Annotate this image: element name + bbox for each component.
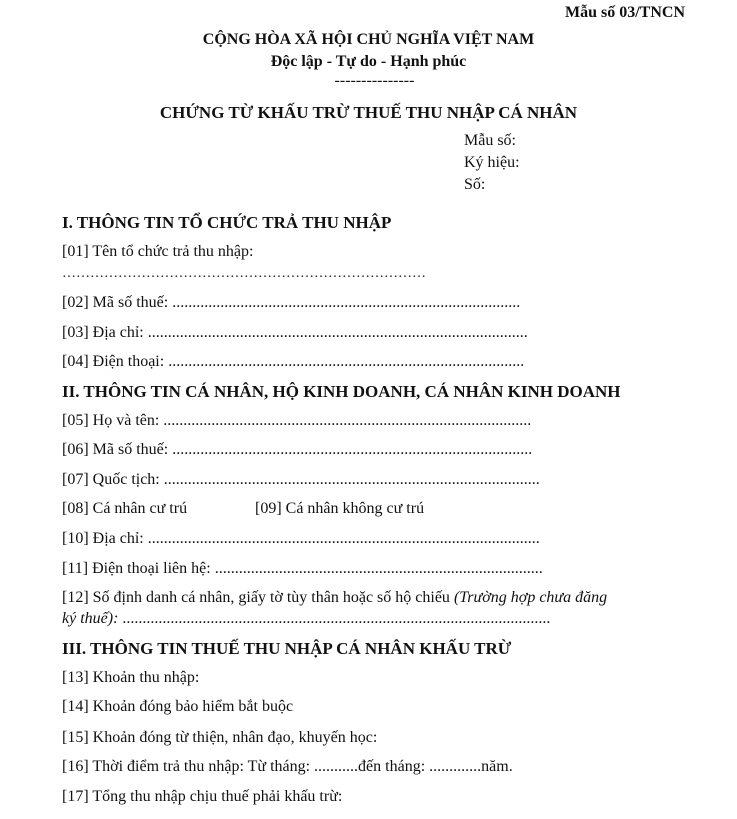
field-01: [01] Tên tổ chức trả thu nhập: — [62, 243, 254, 260]
field-12-label: [12] Số định danh cá nhân, giấy tờ tùy thân hoặc số hộ chiếu — [62, 589, 454, 606]
symbol-label: Ký hiệu: — [464, 154, 520, 171]
field-06: [06] Mã số thuế: .......................................................................................... — [62, 441, 533, 458]
field-12-line-1 — [62, 589, 607, 607]
field-13: [13] Khoản thu nhập: — [62, 669, 200, 686]
field-12-line-2 — [62, 610, 550, 628]
field-10: [10] Địa chỉ: .................................................................................................. — [62, 530, 540, 547]
field-12-note-cont: ký thuế): — [62, 610, 119, 627]
field-03: [03] Địa chỉ: ............................................................................................... — [62, 324, 528, 341]
field-04: [04] Điện thoại: ......................................................................................... — [62, 353, 525, 370]
field-11: [11] Điện thoại liên hệ: .................................................................................. — [62, 560, 543, 577]
field-17: [17] Tổng thu nhập chịu thuế phải khấu trừ: — [62, 788, 343, 805]
field-15: [15] Khoản đóng từ thiện, nhân đạo, khuyến học: — [62, 729, 378, 746]
field-16: [16] Thời điểm trả thu nhập: Từ tháng: ...........đến tháng: .............năm. — [62, 758, 513, 775]
section-2-title: II. THÔNG TIN CÁ NHÂN, HỘ KINH DOANH, CÁ NHÂN KINH DOANH — [62, 382, 621, 401]
field-12-dots: ........................................................................................................... — [118, 610, 551, 627]
motto: Độc lập - Tự do - Hạnh phúc — [270, 53, 467, 70]
field-07: [07] Quốc tịch: .............................................................................................. — [62, 471, 540, 488]
field-14: [14] Khoản đóng bảo hiểm bắt buộc — [62, 698, 294, 715]
field-02: [02] Mã số thuế: ....................................................................................... — [62, 294, 521, 311]
field-09: [09] Cá nhân không cư trú — [255, 500, 425, 517]
form-number: Mẫu số 03/TNCN — [564, 4, 685, 21]
field-08: [08] Cá nhân cư trú — [62, 500, 188, 517]
document-title: CHỨNG TỪ KHẤU TRỪ THUẾ THU NHẬP CÁ NHÂN — [159, 103, 578, 122]
field-05: [05] Họ và tên: ............................................................................................ — [62, 412, 532, 429]
section-1-title: I. THÔNG TIN TỔ CHỨC TRẢ THU NHẬP — [62, 213, 392, 232]
number-label: Số: — [464, 176, 486, 193]
section-3-title: III. THÔNG TIN THUẾ THU NHẬP CÁ NHÂN KHẤU TRỪ — [62, 639, 512, 658]
field-12-note: (Trường hợp chưa đăng — [453, 589, 608, 606]
republic-heading: CỘNG HÒA XÃ HỘI CHỦ NGHĨA VIỆT NAM — [202, 31, 535, 48]
field-01-dots: …………………………………………………………………… — [62, 266, 426, 281]
separator: --------------- — [334, 72, 415, 89]
form-code-label: Mẫu số: — [464, 132, 516, 149]
